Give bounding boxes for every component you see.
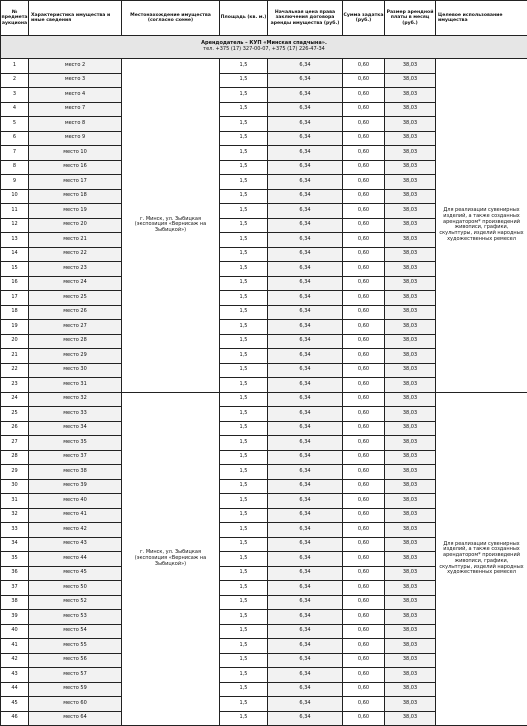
deposit-cell: 0,60 (343, 523, 385, 538)
lot-number-cell: 11 (1, 204, 29, 219)
area-cell: 1,5 (220, 349, 268, 364)
area-cell: 1,5 (220, 291, 268, 306)
organizer-name: Арендодатель – КУП «Минская спадчына». (201, 40, 327, 46)
area-cell: 1,5 (220, 160, 268, 175)
lot-number-cell: 19 (1, 320, 29, 335)
start-price-cell: 6,34 (268, 610, 343, 625)
deposit-cell: 0,60 (343, 276, 385, 291)
place-cell: место 53 (29, 610, 122, 625)
place-cell: место 8 (29, 117, 122, 132)
rent-cell: 38,03 (385, 552, 436, 567)
lot-number-cell: 33 (1, 523, 29, 538)
deposit-cell: 0,60 (343, 305, 385, 320)
lot-number-cell: 12 (1, 218, 29, 233)
place-cell: место 10 (29, 146, 122, 161)
start-price-cell: 6,34 (268, 653, 343, 668)
place-cell: место 17 (29, 175, 122, 190)
rent-cell: 38,03 (385, 624, 436, 639)
start-price-cell: 6,34 (268, 494, 343, 509)
start-price-cell: 6,34 (268, 581, 343, 596)
rent-cell: 38,03 (385, 450, 436, 465)
start-price-cell: 6,34 (268, 146, 343, 161)
rent-cell: 38,03 (385, 407, 436, 422)
header-description: Характеристика имущества и иные сведения (29, 1, 122, 36)
lot-number-cell: 2 (1, 73, 29, 88)
deposit-cell: 0,60 (343, 450, 385, 465)
rent-cell: 38,03 (385, 378, 436, 393)
place-cell: место 4 (29, 88, 122, 103)
area-cell: 1,5 (220, 378, 268, 393)
deposit-cell: 0,60 (343, 407, 385, 422)
rent-cell: 38,03 (385, 363, 436, 378)
area-cell: 1,5 (220, 610, 268, 625)
lot-number-cell: 14 (1, 247, 29, 262)
place-cell: место 25 (29, 291, 122, 306)
start-price-cell: 6,34 (268, 392, 343, 407)
area-cell: 1,5 (220, 218, 268, 233)
lot-number-cell: 41 (1, 639, 29, 654)
place-cell: место 42 (29, 523, 122, 538)
lot-number-cell: 34 (1, 537, 29, 552)
place-cell: место 24 (29, 276, 122, 291)
area-cell: 1,5 (220, 450, 268, 465)
start-price-cell: 6,34 (268, 566, 343, 581)
place-cell: место 57 (29, 668, 122, 683)
lot-number-cell: 29 (1, 465, 29, 480)
lot-number-cell: 1 (1, 59, 29, 74)
header-lot: № предмета аукциона (1, 1, 29, 36)
area-cell: 1,5 (220, 175, 268, 190)
lot-number-cell: 13 (1, 233, 29, 248)
start-price-cell: 6,34 (268, 88, 343, 103)
location-cell: г. Минск, ул. Зыбицкая (экспозиция «Вернисаж на Зыбицкой») (122, 392, 220, 726)
lot-number-cell: 43 (1, 668, 29, 683)
place-cell: место 41 (29, 508, 122, 523)
area-cell: 1,5 (220, 479, 268, 494)
start-price-cell: 6,34 (268, 668, 343, 683)
area-cell: 1,5 (220, 552, 268, 567)
purpose-cell: Для реализации сувенирных изделий, а также созданных арендатором* произведений живописи, графики, скульптуры, изделий народных художественных ремесел (436, 59, 527, 393)
rent-cell: 38,03 (385, 479, 436, 494)
deposit-cell: 0,60 (343, 595, 385, 610)
deposit-cell: 0,60 (343, 639, 385, 654)
lot-number-cell: 27 (1, 436, 29, 451)
organizer-row (1, 36, 527, 59)
start-price-cell: 6,34 (268, 624, 343, 639)
deposit-cell: 0,60 (343, 552, 385, 567)
place-cell: место 20 (29, 218, 122, 233)
deposit-cell: 0,60 (343, 175, 385, 190)
lot-number-cell: 22 (1, 363, 29, 378)
rent-cell: 38,03 (385, 88, 436, 103)
purpose-cell: Для реализации сувенирных изделий, а также созданных арендатором* произведений живописи, графики, скульптуры, изделий народных художественных ремесел (436, 392, 527, 726)
deposit-cell: 0,60 (343, 88, 385, 103)
start-price-cell: 6,34 (268, 131, 343, 146)
lot-number-cell: 37 (1, 581, 29, 596)
deposit-cell: 0,60 (343, 204, 385, 219)
area-cell: 1,5 (220, 189, 268, 204)
rent-cell: 38,03 (385, 102, 436, 117)
place-cell: место 18 (29, 189, 122, 204)
place-cell: место 21 (29, 233, 122, 248)
lot-number-cell: 18 (1, 305, 29, 320)
place-cell: место 60 (29, 697, 122, 712)
start-price-cell: 6,34 (268, 697, 343, 712)
place-cell: место 38 (29, 465, 122, 480)
area-cell: 1,5 (220, 117, 268, 132)
start-price-cell: 6,34 (268, 363, 343, 378)
place-cell: место 54 (29, 624, 122, 639)
rent-cell: 38,03 (385, 639, 436, 654)
place-cell: место 39 (29, 479, 122, 494)
rent-cell: 38,03 (385, 218, 436, 233)
lot-number-cell: 44 (1, 682, 29, 697)
deposit-cell: 0,60 (343, 581, 385, 596)
place-cell: место 19 (29, 204, 122, 219)
deposit-cell: 0,60 (343, 508, 385, 523)
rent-cell: 38,03 (385, 465, 436, 480)
area-cell: 1,5 (220, 131, 268, 146)
rent-cell: 38,03 (385, 610, 436, 625)
rent-cell: 38,03 (385, 711, 436, 726)
deposit-cell: 0,60 (343, 668, 385, 683)
rent-cell: 38,03 (385, 276, 436, 291)
deposit-cell: 0,60 (343, 117, 385, 132)
area-cell: 1,5 (220, 697, 268, 712)
area-cell: 1,5 (220, 421, 268, 436)
area-cell: 1,5 (220, 146, 268, 161)
deposit-cell: 0,60 (343, 262, 385, 277)
place-cell: место 23 (29, 262, 122, 277)
deposit-cell: 0,60 (343, 363, 385, 378)
area-cell: 1,5 (220, 682, 268, 697)
place-cell: место 3 (29, 73, 122, 88)
deposit-cell: 0,60 (343, 610, 385, 625)
rent-cell: 38,03 (385, 117, 436, 132)
area-cell: 1,5 (220, 508, 268, 523)
lot-number-cell: 36 (1, 566, 29, 581)
deposit-cell: 0,60 (343, 465, 385, 480)
area-cell: 1,5 (220, 247, 268, 262)
area-cell: 1,5 (220, 88, 268, 103)
deposit-cell: 0,60 (343, 102, 385, 117)
rent-cell: 38,03 (385, 160, 436, 175)
place-cell: место 37 (29, 450, 122, 465)
rent-cell: 38,03 (385, 189, 436, 204)
lot-number-cell: 23 (1, 378, 29, 393)
area-cell: 1,5 (220, 581, 268, 596)
area-cell: 1,5 (220, 305, 268, 320)
rent-cell: 38,03 (385, 349, 436, 364)
deposit-cell: 0,60 (343, 189, 385, 204)
header-area: Площадь (кв. м.) (220, 1, 268, 36)
start-price-cell: 6,34 (268, 595, 343, 610)
rent-cell: 38,03 (385, 682, 436, 697)
rent-cell: 38,03 (385, 494, 436, 509)
rent-cell: 38,03 (385, 131, 436, 146)
start-price-cell: 6,34 (268, 175, 343, 190)
start-price-cell: 6,34 (268, 247, 343, 262)
place-cell: место 28 (29, 334, 122, 349)
area-cell: 1,5 (220, 653, 268, 668)
lot-number-cell: 20 (1, 334, 29, 349)
area-cell: 1,5 (220, 59, 268, 74)
place-cell: место 55 (29, 639, 122, 654)
lot-number-cell: 21 (1, 349, 29, 364)
place-cell: место 30 (29, 363, 122, 378)
deposit-cell: 0,60 (343, 73, 385, 88)
rent-cell: 38,03 (385, 59, 436, 74)
deposit-cell: 0,60 (343, 291, 385, 306)
lot-number-cell: 24 (1, 392, 29, 407)
area-cell: 1,5 (220, 624, 268, 639)
area-cell: 1,5 (220, 494, 268, 509)
place-cell: место 26 (29, 305, 122, 320)
deposit-cell: 0,60 (343, 436, 385, 451)
start-price-cell: 6,34 (268, 421, 343, 436)
rent-cell: 38,03 (385, 581, 436, 596)
deposit-cell: 0,60 (343, 697, 385, 712)
lot-number-cell: 42 (1, 653, 29, 668)
place-cell: место 56 (29, 653, 122, 668)
start-price-cell: 6,34 (268, 479, 343, 494)
rent-cell: 38,03 (385, 537, 436, 552)
area-cell: 1,5 (220, 537, 268, 552)
start-price-cell: 6,34 (268, 262, 343, 277)
place-cell: место 64 (29, 711, 122, 726)
area-cell: 1,5 (220, 711, 268, 726)
header-purpose: Целевое использование имущества (436, 1, 527, 36)
start-price-cell: 6,34 (268, 711, 343, 726)
area-cell: 1,5 (220, 523, 268, 538)
deposit-cell: 0,60 (343, 218, 385, 233)
deposit-cell: 0,60 (343, 421, 385, 436)
start-price-cell: 6,34 (268, 334, 343, 349)
area-cell: 1,5 (220, 436, 268, 451)
deposit-cell: 0,60 (343, 566, 385, 581)
rent-cell: 38,03 (385, 320, 436, 335)
organizer-cell (1, 36, 527, 59)
deposit-cell: 0,60 (343, 494, 385, 509)
lot-number-cell: 31 (1, 494, 29, 509)
start-price-cell: 6,34 (268, 189, 343, 204)
deposit-cell: 0,60 (343, 537, 385, 552)
lot-number-cell: 30 (1, 479, 29, 494)
place-cell: место 45 (29, 566, 122, 581)
lot-number-cell: 26 (1, 421, 29, 436)
lot-number-cell: 39 (1, 610, 29, 625)
rent-cell: 38,03 (385, 334, 436, 349)
header-deposit: Сумма задатка (руб.) (343, 1, 385, 36)
place-cell: место 29 (29, 349, 122, 364)
start-price-cell: 6,34 (268, 117, 343, 132)
start-price-cell: 6,34 (268, 682, 343, 697)
place-cell: место 33 (29, 407, 122, 422)
lot-number-cell: 9 (1, 175, 29, 190)
area-cell: 1,5 (220, 407, 268, 422)
deposit-cell: 0,60 (343, 392, 385, 407)
rent-cell: 38,03 (385, 175, 436, 190)
rent-cell: 38,03 (385, 653, 436, 668)
area-cell: 1,5 (220, 668, 268, 683)
start-price-cell: 6,34 (268, 102, 343, 117)
lot-number-cell: 17 (1, 291, 29, 306)
start-price-cell: 6,34 (268, 639, 343, 654)
area-cell: 1,5 (220, 363, 268, 378)
start-price-cell: 6,34 (268, 465, 343, 480)
deposit-cell: 0,60 (343, 653, 385, 668)
rent-cell: 38,03 (385, 392, 436, 407)
lot-number-cell: 5 (1, 117, 29, 132)
header-location: Местонахождение имущества (согласно схеме) (122, 1, 220, 36)
place-cell: место 7 (29, 102, 122, 117)
place-cell: место 40 (29, 494, 122, 509)
place-cell: место 2 (29, 59, 122, 74)
rent-cell: 38,03 (385, 262, 436, 277)
place-cell: место 34 (29, 421, 122, 436)
start-price-cell: 6,34 (268, 349, 343, 364)
lot-number-cell: 25 (1, 407, 29, 422)
area-cell: 1,5 (220, 102, 268, 117)
table-row (1, 59, 527, 74)
rent-cell: 38,03 (385, 73, 436, 88)
lot-number-cell: 40 (1, 624, 29, 639)
place-cell: место 27 (29, 320, 122, 335)
rent-cell: 38,03 (385, 305, 436, 320)
deposit-cell: 0,60 (343, 233, 385, 248)
header-row (1, 1, 527, 36)
rent-cell: 38,03 (385, 566, 436, 581)
lot-number-cell: 15 (1, 262, 29, 277)
place-cell: место 22 (29, 247, 122, 262)
area-cell: 1,5 (220, 392, 268, 407)
area-cell: 1,5 (220, 204, 268, 219)
start-price-cell: 6,34 (268, 523, 343, 538)
deposit-cell: 0,60 (343, 247, 385, 262)
lot-number-cell: 7 (1, 146, 29, 161)
lot-number-cell: 4 (1, 102, 29, 117)
start-price-cell: 6,34 (268, 160, 343, 175)
start-price-cell: 6,34 (268, 233, 343, 248)
start-price-cell: 6,34 (268, 407, 343, 422)
rent-cell: 38,03 (385, 436, 436, 451)
place-cell: место 31 (29, 378, 122, 393)
place-cell: место 43 (29, 537, 122, 552)
rent-cell: 38,03 (385, 697, 436, 712)
rent-cell: 38,03 (385, 595, 436, 610)
place-cell: место 44 (29, 552, 122, 567)
area-cell: 1,5 (220, 73, 268, 88)
start-price-cell: 6,34 (268, 305, 343, 320)
rent-cell: 38,03 (385, 247, 436, 262)
deposit-cell: 0,60 (343, 378, 385, 393)
rent-cell: 38,03 (385, 508, 436, 523)
lot-number-cell: 46 (1, 711, 29, 726)
table-row (1, 392, 527, 407)
area-cell: 1,5 (220, 262, 268, 277)
place-cell: место 16 (29, 160, 122, 175)
rent-cell: 38,03 (385, 233, 436, 248)
place-cell: место 52 (29, 595, 122, 610)
header-rent: Размер арендной платы в месяц (руб.) (385, 1, 436, 36)
start-price-cell: 6,34 (268, 73, 343, 88)
area-cell: 1,5 (220, 595, 268, 610)
lot-number-cell: 35 (1, 552, 29, 567)
deposit-cell: 0,60 (343, 349, 385, 364)
place-cell: место 9 (29, 131, 122, 146)
deposit-cell: 0,60 (343, 131, 385, 146)
start-price-cell: 6,34 (268, 552, 343, 567)
lot-number-cell: 28 (1, 450, 29, 465)
area-cell: 1,5 (220, 566, 268, 581)
header-start-price: Начальная цена права заключения договора аренды имущества (руб.) (268, 1, 343, 36)
deposit-cell: 0,60 (343, 334, 385, 349)
start-price-cell: 6,34 (268, 204, 343, 219)
deposit-cell: 0,60 (343, 59, 385, 74)
location-cell: г. Минск, ул. Зыбицкая (экспозиция «Вернисаж на Зыбицкой») (122, 59, 220, 393)
rent-cell: 38,03 (385, 668, 436, 683)
organizer-phones: тел. +375 (17) 327-00-07, +375 (17) 226-47-34 (203, 46, 325, 52)
start-price-cell: 6,34 (268, 508, 343, 523)
rent-cell: 38,03 (385, 146, 436, 161)
start-price-cell: 6,34 (268, 218, 343, 233)
deposit-cell: 0,60 (343, 320, 385, 335)
start-price-cell: 6,34 (268, 320, 343, 335)
lot-number-cell: 6 (1, 131, 29, 146)
deposit-cell: 0,60 (343, 711, 385, 726)
place-cell: место 50 (29, 581, 122, 596)
start-price-cell: 6,34 (268, 59, 343, 74)
area-cell: 1,5 (220, 334, 268, 349)
start-price-cell: 6,34 (268, 450, 343, 465)
lot-number-cell: 3 (1, 88, 29, 103)
deposit-cell: 0,60 (343, 160, 385, 175)
rent-cell: 38,03 (385, 421, 436, 436)
place-cell: место 35 (29, 436, 122, 451)
start-price-cell: 6,34 (268, 436, 343, 451)
lot-number-cell: 38 (1, 595, 29, 610)
lot-number-cell: 8 (1, 160, 29, 175)
area-cell: 1,5 (220, 465, 268, 480)
start-price-cell: 6,34 (268, 291, 343, 306)
area-cell: 1,5 (220, 320, 268, 335)
deposit-cell: 0,60 (343, 479, 385, 494)
lot-number-cell: 16 (1, 276, 29, 291)
rent-cell: 38,03 (385, 204, 436, 219)
rent-cell: 38,03 (385, 523, 436, 538)
lot-number-cell: 45 (1, 697, 29, 712)
start-price-cell: 6,34 (268, 378, 343, 393)
lot-number-cell: 10 (1, 189, 29, 204)
lot-number-cell: 32 (1, 508, 29, 523)
area-cell: 1,5 (220, 276, 268, 291)
start-price-cell: 6,34 (268, 537, 343, 552)
deposit-cell: 0,60 (343, 682, 385, 697)
deposit-cell: 0,60 (343, 146, 385, 161)
deposit-cell: 0,60 (343, 624, 385, 639)
area-cell: 1,5 (220, 233, 268, 248)
place-cell: место 59 (29, 682, 122, 697)
start-price-cell: 6,34 (268, 276, 343, 291)
area-cell: 1,5 (220, 639, 268, 654)
place-cell: место 32 (29, 392, 122, 407)
rent-cell: 38,03 (385, 291, 436, 306)
